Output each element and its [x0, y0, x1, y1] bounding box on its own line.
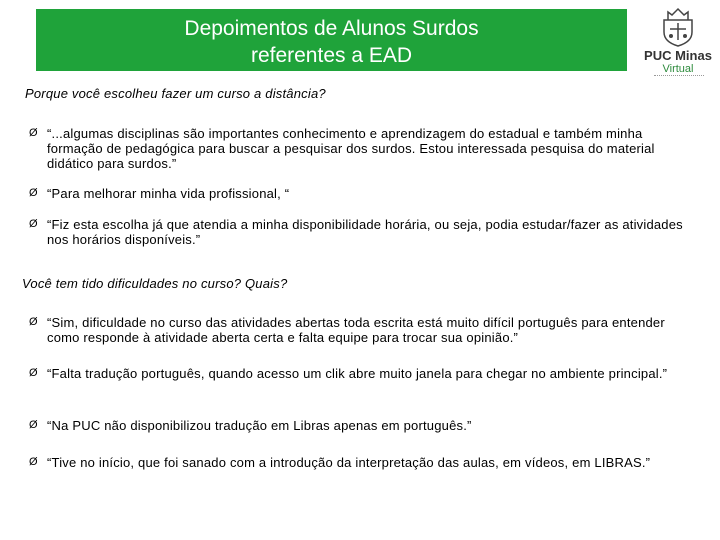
- quote-text: “Falta tradução português, quando acesso um clik abre muito janela para chegar no ambiente principal.”: [47, 366, 668, 381]
- question-2: Você tem tido dificuldades no curso? Quais?: [22, 276, 288, 291]
- crest-icon: [658, 6, 698, 48]
- list-item: [29, 455, 694, 470]
- logo-divider: [654, 75, 704, 77]
- title-line-1: Depoimentos de Alunos Surdos: [184, 17, 479, 40]
- bullet-arrow-icon: Ø: [29, 456, 38, 468]
- logo-name: PUC Minas: [644, 48, 712, 63]
- question-1: Porque você escolheu fazer um curso a distância?: [25, 86, 326, 101]
- quote-text: “Tive no início, que foi sanado com a introdução da interpretação das aulas, em vídeos, em LIBRAS.”: [47, 455, 651, 470]
- bullet-arrow-icon: Ø: [29, 367, 38, 379]
- logo-subtitle: Virtual: [662, 63, 694, 75]
- puc-minas-logo: [640, 4, 716, 76]
- quote-text: “Fiz esta escolha já que atendia a minha disponibilidade horária, ou seja, podia estudar/fazer as atividades nos horários disponíveis.”: [47, 217, 683, 247]
- quote-text: “Para melhorar minha vida profissional, “: [47, 186, 290, 201]
- list-item: [29, 315, 694, 345]
- bullet-arrow-icon: Ø: [29, 218, 38, 230]
- list-item: [29, 126, 694, 171]
- quote-text: “...algumas disciplinas são importantes conhecimento e aprendizagem do estadual e também minha formação de pedagógica para buscar a pesquisar dos surdos. Estou interessada pesquisa do material didático para surdos.”: [47, 126, 655, 171]
- quote-text: “Na PUC não disponibilizou tradução em Libras apenas em português.”: [47, 418, 472, 433]
- list-item: [29, 186, 694, 201]
- bullet-arrow-icon: Ø: [29, 187, 38, 199]
- list-item: [29, 418, 694, 433]
- quote-text: “Sim, dificuldade no curso das atividades abertas toda escrita está muito difícil português para entender como responde à atividade aberta certa e falta equipe para trocar sua opinião.”: [47, 315, 665, 345]
- bullet-arrow-icon: Ø: [29, 316, 38, 328]
- bullet-arrow-icon: Ø: [29, 419, 38, 431]
- list-item: [29, 366, 694, 381]
- bullet-arrow-icon: Ø: [29, 127, 38, 139]
- slide-title: [36, 9, 627, 71]
- list-item: [29, 217, 694, 247]
- title-line-2: referentes a EAD: [250, 44, 413, 67]
